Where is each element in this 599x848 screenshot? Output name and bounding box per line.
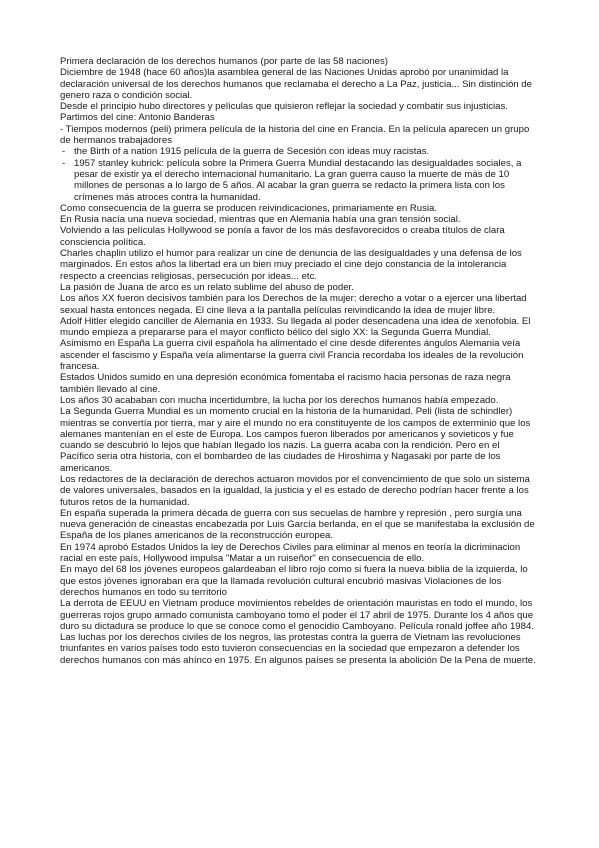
document-body	[60, 56, 536, 666]
paragraph-7: Volviendo a las películas Hollywood se ponía a favor de los más desfavorecidos o creaba títulos de clara consciencia política.	[60, 225, 505, 248]
paragraph-14: Los años 30 acababan con mucha incertidumbre, la lucha por los derechos humanos había empezado.	[60, 394, 499, 406]
paragraph-10: Los años XX fueron decisivos también para los Derechos de la mujer: derecho a votar o a ejercer una libertad sexual hasta entonces negada. El cine lleva a la pantalla películas reivindicando la idea de mujer libre.	[60, 293, 527, 316]
paragraph-15: La Segunda Guerra Mundial es un momento crucial en la historia de la humanidad. Peli (lista de schindler) mientras se convertía por tierra, mar y aire el mundo no era constituyente de los campos de exterminio que los alemanes mantenían en el este de Europa. Los campos fueron liberados por americanos y sovieticos y fue cuando se descubrió lo lejos que habían llegado los nazis. La guerra acaba con la rendición. Pero en el Pacífico seria otra historia, con el bombardeo de las ciudades de Hiroshima y Nagasaki por parte de los americanos.	[60, 406, 531, 474]
bullet-item-2: - 1957 stanley kubrick: película sobre la Primera Guerra Mundial destacando las desigualdades sociales, a pesar de existir ya el derecho internacional humanitario. La gran guerra causo la muerte de más de 10 millones de personas a lo largo de 5 años. Al acabar la gran guerra se redacto la primera lista con los crímenes más atroces contra la humanidad.	[60, 158, 536, 203]
paragraph-6: En Rusia nacía una nueva sociedad, mientras que en Alemania había una gran tensión social.	[60, 214, 461, 226]
paragraph-4: - Tiempos modernos (peli) primera película de la historia del cine en Francia. En la película aparecen un grupo de hermanos trabajadores	[60, 123, 530, 147]
paragraph-16: Los redactores de la declaración de derechos actuaron movidos por el convencimiento de que solo un sistema de valores universales, basados en la igualdad, la justicia y el es estado de derecho podrían hacer frente a los futuros retos de la humanidad.	[60, 473, 530, 508]
paragraph-12: Asimismo en España La guerra civil española ha alimentado el cine desde diferentes ángulos Alemania veía ascender el fascismo y España veía alimentarse la guerra civil Francia recordaba los ideales de la revolución francesa.	[60, 338, 524, 373]
paragraph-13: Estados Unidos sumido en una depresión económica fomentaba el racismo hacia personas de raza negra también llevado al cine.	[60, 372, 511, 395]
paragraph-21: Las luchas por los derechos civiles de los negros, las protestas contra la guerra de Vietnam las revoluciones triunfantes en varios países todo esto tuvieron consecuencias en la sociedad que empezaron a defender los derechos humanos con más ahínco en 1975. En algunos países se presenta la abolición De la Pena de muerte.	[60, 632, 536, 666]
paragraph-18: En 1974 aprobó Estados Unidos la ley de Derechos Civiles para eliminar al menos en teoría la dicriminacion racial en este país, Hollywood impulsa "Matar a un ruiseñor" en consecuencia de ello.	[60, 541, 521, 565]
paragraph-1: Primera declaración de los derechos humanos (por parte de las 58 naciones)	[60, 56, 388, 67]
paragraph-3: Desde el principio hubo directores y películas que quisieron reflejar la sociedad y combatir sus injusticias. Partimos del cine: Antonio Banderas	[60, 101, 508, 124]
paragraph-20: La derrota de EEUU en Vietnam produce movimientos rebeldes de orientación mauristas en todo el mundo, los guerreras rojos grupo armado comunista camboyano tomo el poder el 17 abril de 1975. Durante los 4 años que duro su dictadura se produce lo que se conoce como el genocidio Camboyano. Película ronald joffee año 1984.	[60, 598, 534, 632]
paragraph-19: En mayo del 68 los jóvenes europeos galardeaban el libro rojo como si fuera la nueva biblia de la izquierda, lo que estos jóvenes ignoraban era que la llamada revolución cultural encubrió masivas Violaciones de los derechos humanos en todo su territorio	[60, 564, 528, 598]
bullet-list	[60, 146, 536, 202]
paragraph-11: Adolf Hitler elegido canciller de Alemania en 1933. Su llegada al poder desencadena una idea de xenofobia. El mundo empieza a prepararse para el mayor conflicto bélico del siglo XX: la Segunda Guerra Mundial.	[60, 315, 531, 339]
paragraph-17: En españa superada la primera década de guerra con sus secuelas de hambre y represión , pero surgía una nueva generación de cineastas encabezada por Luis García berlanda, en el que se manifestaba la exclusión de España de los planes americanos de la reconstrucción europea.	[60, 507, 535, 542]
paragraph-2: Diciembre de 1948 (hace 60 años)la asamblea general de las Naciones Unidas aprobó por unanimidad la declaración universal de los derechos humanos que reclamaba el derecho a La Paz, justicia... Sin distinción de genero raza o condición social.	[60, 67, 532, 101]
paragraph-5: Como consecuencia de la guerra se producen reivindicaciones, primariamente en Rusia.	[60, 202, 438, 214]
paragraph-9: La pasión de Juana de arco es un relato sublime del abuso de poder.	[60, 281, 354, 293]
paragraph-8: Charles chaplin utilizo el humor para realizar un cine de denuncia de las desigualdades y una defensa de los marginados. En estos años la libertad era un bien muy preciado el cine dejo constancia de la intolerancia respecto a creencias religiosas, persecución por ideas... etc.	[60, 248, 522, 282]
bullet-item-1: - the Birth of a nation 1915 película de la guerra de Secesión con ideas muy racistas.	[60, 146, 536, 157]
